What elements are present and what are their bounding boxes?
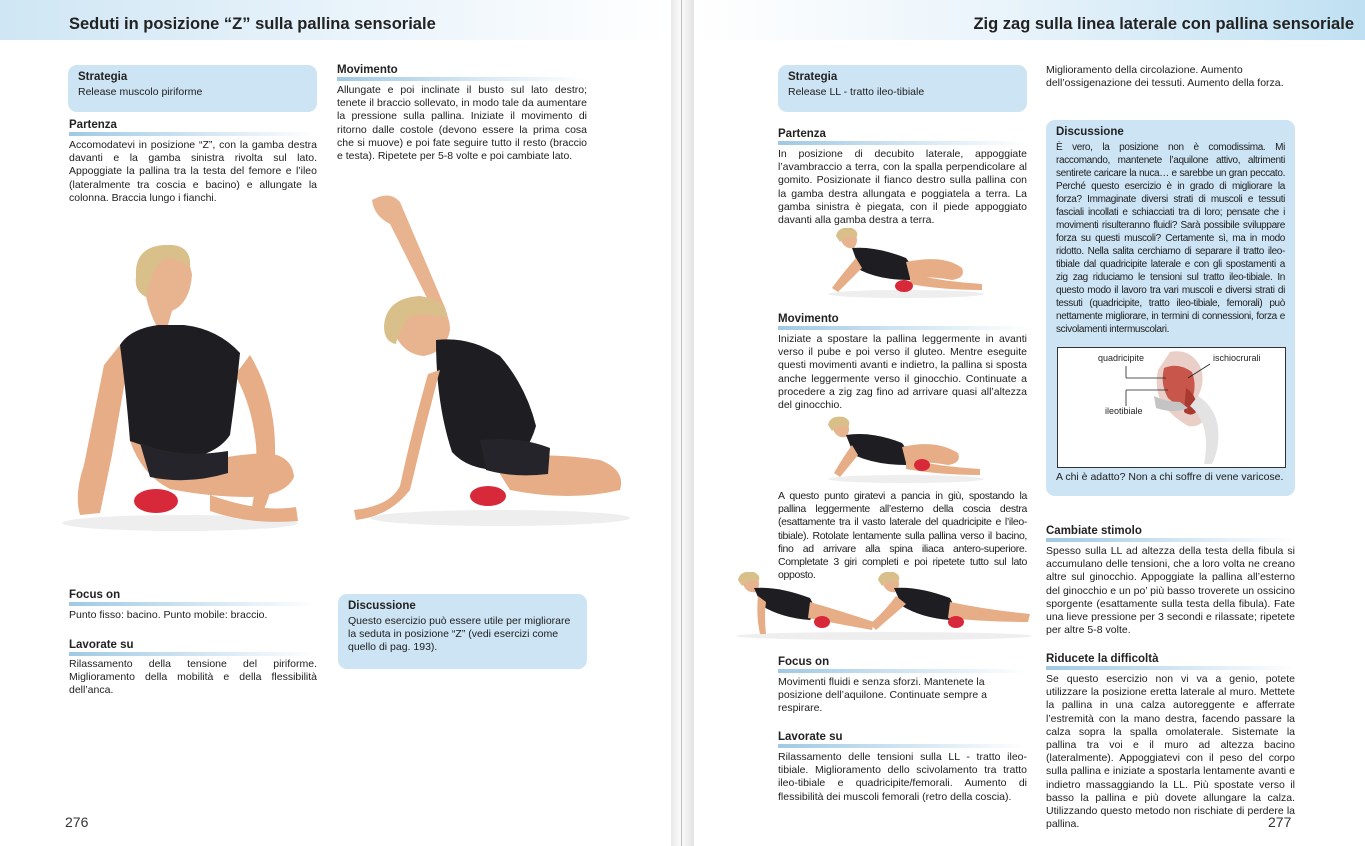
right-focus-rule [778, 669, 1027, 673]
left-page-title: Seduti in posizione “Z” sulla pallina sensoriale [69, 15, 436, 33]
anatomy-illustration [1057, 347, 1286, 468]
zigzag-photo [826, 415, 986, 485]
right-partenza-title: Partenza [778, 128, 826, 140]
left-lavorate-text: Rilassamento della tensione del piriforme. Miglioramento della mobilità e della flessibilità dell’anca. [69, 658, 317, 697]
left-page [0, 0, 671, 846]
prone-roll-photos [734, 572, 1034, 642]
right-lavorate-rule [778, 744, 1027, 748]
right-cambiate-text: Spesso sulla LL ad altezza della testa della fibula si accumulano delle tensioni, che a loro volta ne creano altre sul ginocchio. Appoggiate la pallina all’esterno del ginocchio e un po’ più basso troverete un ossicino sporgente (esattamente sulla testa della fibula). Fate una lieve pressione per 3 secondi e rilassate; ripetete per altre 5-8 volte. [1046, 545, 1295, 637]
page-divider [681, 0, 682, 846]
left-focus-text: Punto fisso: bacino. Punto mobile: braccio. [69, 609, 268, 621]
left-lavorate-rule [69, 652, 317, 656]
right-riducete-rule [1046, 666, 1295, 670]
right-cambiate-title: Cambiate stimolo [1046, 525, 1142, 537]
label-ischiocrurali: ischiocrurali [1213, 353, 1261, 363]
right-partenza-text: In posizione di decubito laterale, appoggiate l’avambraccio a terra, con la spalla perpendicolare al gomito. Posizionate il fianco destro sulla pallina con la gamba destra allungata e poggiatela a terra. La gamba sinistra è piegata, con il piede appoggiato davanti alla gamba destra a terra. [778, 148, 1027, 227]
right-page-title: Zig zag sulla linea laterale con pallina sensoriale [973, 15, 1354, 33]
left-partenza-title: Partenza [69, 119, 117, 131]
right-cambiate-rule [1046, 538, 1295, 542]
right-partenza-rule [778, 141, 1027, 145]
left-focus-rule [69, 602, 317, 606]
left-discussione-text: Questo esercizio può essere utile per migliorare la seduta in posizione “Z” (vedi esercizi come quello di pag. 193). [348, 615, 571, 653]
left-discussione-box [338, 594, 587, 669]
right-movimento-title: Movimento [778, 313, 839, 325]
right-page-number: 277 [1268, 814, 1292, 830]
left-strategia-title: Strategia [78, 71, 128, 83]
left-focus-title: Focus on [69, 589, 121, 601]
right-lavorate-text: Rilassamento delle tensioni sulla LL - tratto ileo-tibiale. Miglioramento dello scivolamento tra tratto ileo-tibiale e quadricipite/femorali. Aumento di flessibilità dei muscoli femorali (retro della coscia). [778, 751, 1027, 803]
right-focus-title: Focus on [778, 656, 830, 668]
right-focus-text: Movimenti fluidi e senza sforzi. Mantenete la posizione dell’aquilone. Continuate sempre a respirare. [778, 676, 987, 715]
right-discussione-title: Discussione [1056, 126, 1124, 138]
left-discussione-title: Discussione [348, 600, 416, 612]
left-partenza-text: Accomodatevi in posizione “Z”, con la gamba destra davanti e la gamba sinistra rivolta sul lato. Appoggiate la pallina tra la testa del femore e l’ileo (lateralmente tra coscia e bacino) e allungate la colonna. Braccia lungo i fianchi. [69, 139, 317, 204]
right-strategia-text: Release LL - tratto ileo-tibiale [788, 86, 925, 98]
left-movimento-text: Allungate e poi inclinate il busto sul lato destro; tenete il braccio sollevato, in modo tale da aumentare la pressione sulla pallina. Iniziate il movimento di ritorno dalle costole (devono essere la prima cosa che si muove) e poi fate seguire tutto il resto (braccio e testa). Ripetete per 5-8 volte e poi cambiate lato. [337, 84, 587, 163]
right-discussione-closing: A chi è adatto? Non a chi soffre di vene varicose. [1056, 471, 1284, 483]
label-ileotibiale: ileotibiale [1105, 406, 1143, 416]
right-riducete-text: Se questo esercizio non vi va a genio, potete utilizzare la posizione eretta laterale al muro. Mettete la pallina in una calza autoreggente e afferrate l’estremità con la mano destra, facendo passare la calza sopra la spalla omolaterale. Sistemate la pallina tra voi e il muro ad altezza bacino (lateralmente). Appoggiatevi con il peso del corpo sulla pallina e iniziate a spostarla lentamente avanti e indietro massaggiando la LL. Più spostate verso il basso la pallina e più dovete allungare la calza. Utilizzando questo metodo non rischiate di perdere la pallina. [1046, 673, 1295, 831]
book-gutter [671, 0, 694, 846]
right-riducete-title: Riducete la difficoltà [1046, 653, 1159, 665]
right-movimento-cont-text: A questo punto giratevi a pancia in giù, spostando la pallina leggermente all’esterno della coscia destra (esattamente tra il vasto laterale del quadricipite e l’ileo-tibiale). Rotolate lentamente sulla pallina verso il bacino, fino ad arrivare alla spina iliaca antero-superiore. Completate 3 giri completi e poi ripetete tutto sul lato opposto. [778, 490, 1027, 582]
left-movimento-rule [337, 77, 587, 81]
right-col2-top-text: Miglioramento della circolazione. Aumento dell’ossigenazione dei tessuti. Aumento della forza. [1046, 64, 1284, 90]
right-strategia-title: Strategia [788, 71, 838, 83]
left-strategia-text: Release muscolo piriforme [78, 86, 203, 98]
side-lying-photo [826, 228, 986, 300]
right-discussione-text: È vero, la posizione non è comodissima. Mi raccomando, mantenete l’aquilone attivo, altrimenti sentirete caricare la nuca… e sarebbe un gran peccato. Perché questo esercizio è in grado di migliorare la forza? Immaginate diversi strati di muscoli e tessuti fasciali incollati e schiacciati tra di loro; pensate che i movimenti risulteranno fluidi? Sarà possibile sviluppare forza su questi muscoli? Certamente sì, ma in modo ridotto. Nella salita cerchiamo di separare il tratto ileo-tibiale dal quadricipite laterale e con gli spostamenti a zig zag riduciamo le tensioni sul tratto ileo-tibiale. In questo modo il lavoro tra vari muscoli e diversi strati di tessuti (quadricipite, tratto ileo-tibiale, femorali) può nettamente migliorare, in termini di connessioni, forza e scivolamenti intermuscolari. [1056, 142, 1285, 335]
label-quadricipite: quadricipite [1098, 353, 1145, 363]
left-page-number: 276 [65, 814, 89, 830]
left-strategia-box [68, 65, 317, 112]
left-partenza-rule [69, 132, 317, 136]
side-bend-photo [350, 190, 630, 530]
left-lavorate-title: Lavorate su [69, 639, 134, 651]
seated-z-photo [60, 245, 310, 535]
right-strategia-box [778, 65, 1027, 112]
right-lavorate-title: Lavorate su [778, 731, 843, 743]
right-movimento-text: Iniziate a spostare la pallina leggermente in avanti verso il pube e poi verso il gluteo. Mentre eseguite questi movimenti avanti e indietro, la pallina si sposta anche leggermente verso il ginocchio. Continuate a procedere a zig zag fino ad arrivare quasi all’altezza del ginocchio. [778, 333, 1027, 412]
left-movimento-title: Movimento [337, 64, 398, 76]
right-movimento-rule [778, 326, 1027, 330]
